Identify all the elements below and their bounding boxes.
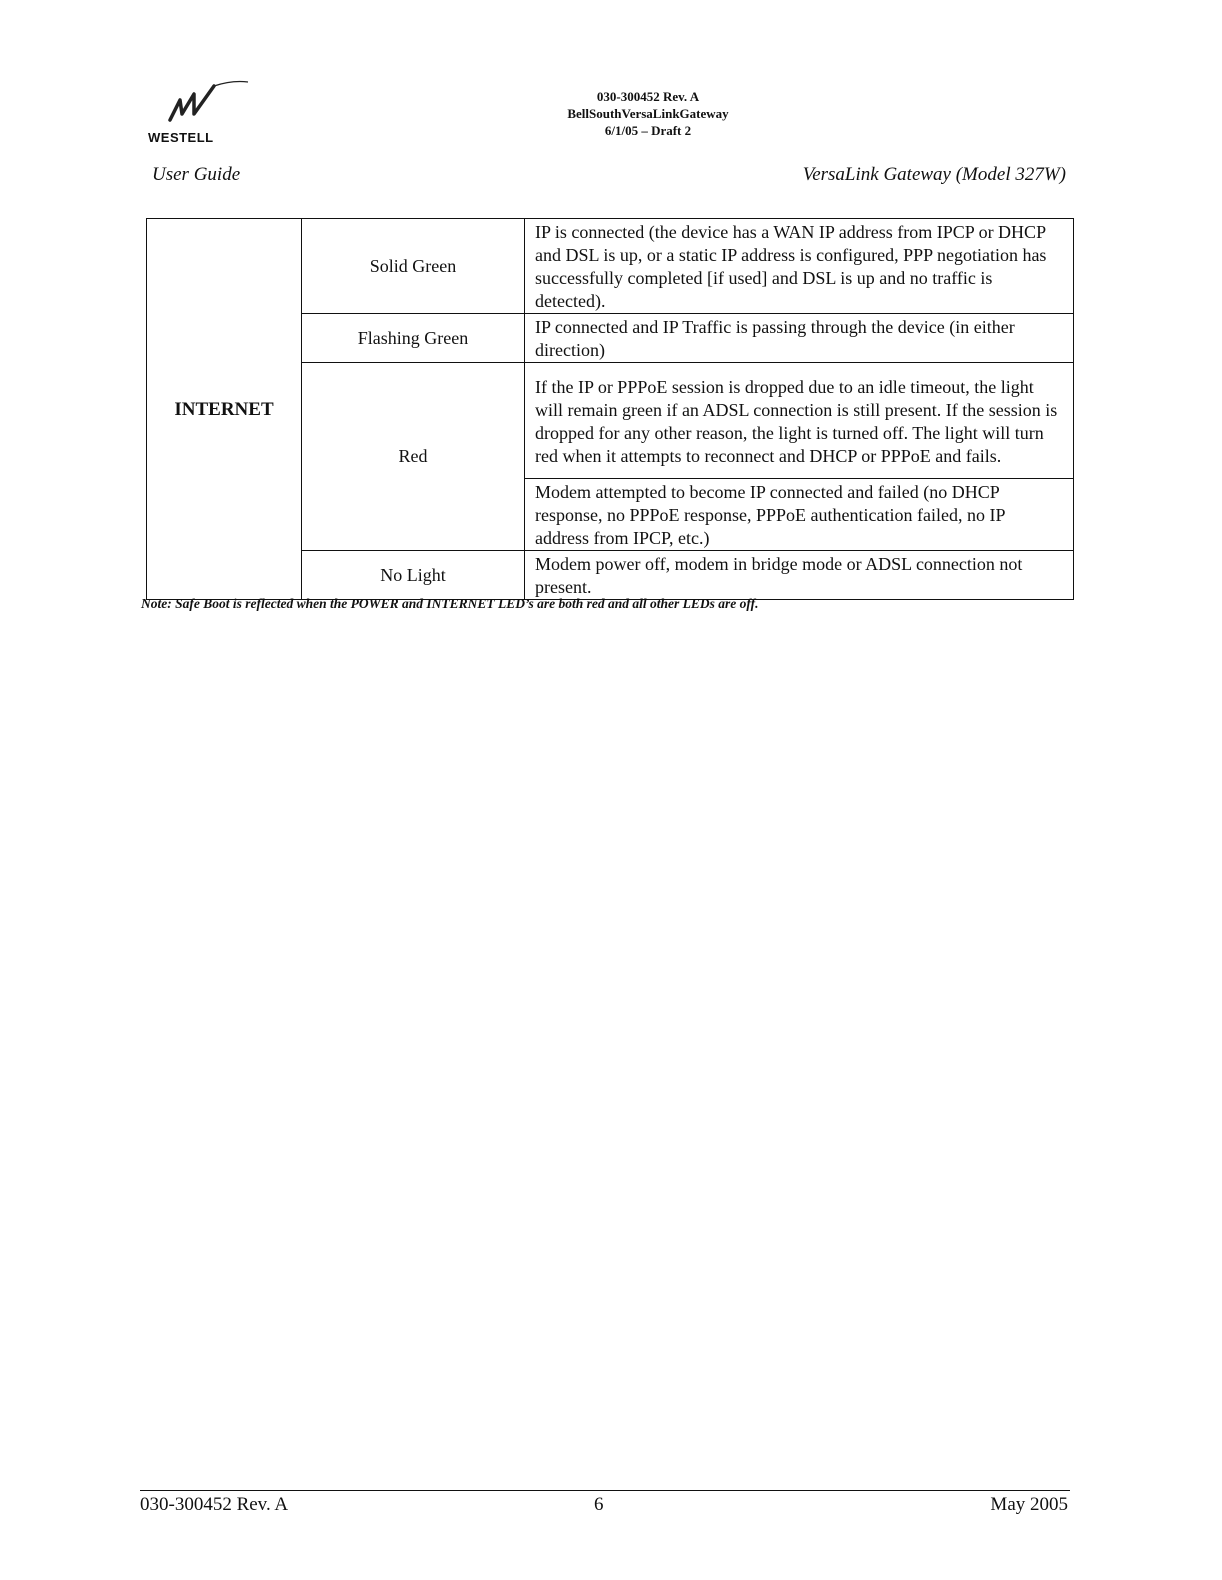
led-description-cell: If the IP or PPPoE session is dropped due to an idle timeout, the light will remain green if an ADSL connection is still present. If the session is dropped for any other reason, the light is turned off. The light will turn red when it attempts to reconnect and DHCP or PPPoE and fails. <box>525 363 1074 479</box>
guide-title-right: VersaLink Gateway (Model 327W) <box>802 164 1066 185</box>
guide-title-left: User Guide <box>152 164 241 185</box>
doc-date: 6/1/05 – Draft 2 <box>604 123 692 138</box>
led-description-cell: Modem power off, modem in bridge mode or ADSL connection not present. <box>525 551 1074 600</box>
westell-logo <box>148 80 258 150</box>
footer-date: May 2005 <box>990 1494 1068 1515</box>
doc-number: 030-300452 Rev. A <box>596 89 700 104</box>
company-logo-text: WESTELL <box>148 130 214 145</box>
doc-title: BellSouthVersaLinkGateway <box>567 106 729 121</box>
led-status-table <box>146 218 1074 600</box>
led-description-cell: Modem attempted to become IP connected and failed (no DHCP response, no PPPoE response, PPPoE authentication failed, no IP address from IPCP, etc.) <box>525 479 1074 551</box>
westell-logo-icon <box>166 80 250 128</box>
led-state-cell: No Light <box>302 551 525 600</box>
led-state-cell: Solid Green <box>302 219 525 314</box>
led-state-cell: Flashing Green <box>302 314 525 363</box>
page-number: 6 <box>594 1494 604 1515</box>
led-name-cell: INTERNET <box>147 219 302 600</box>
footer-doc-number: 030-300452 Rev. A <box>140 1494 289 1515</box>
led-state-cell: Red <box>302 363 525 551</box>
footer-divider <box>140 1490 1070 1491</box>
document-header <box>500 88 796 139</box>
table-row <box>147 219 1074 314</box>
led-description-cell: IP is connected (the device has a WAN IP address from IPCP or DHCP and DSL is up, or a static IP address is configured, PPP negotiation has successfully completed [if used] and DSL is up and no traffic is detected). <box>525 219 1074 314</box>
safe-boot-note: Note: Safe Boot is reflected when the POWER and INTERNET LED’s are both red and all other LEDs are off. <box>141 596 759 611</box>
led-description-cell: IP connected and IP Traffic is passing through the device (in either direction) <box>525 314 1074 363</box>
